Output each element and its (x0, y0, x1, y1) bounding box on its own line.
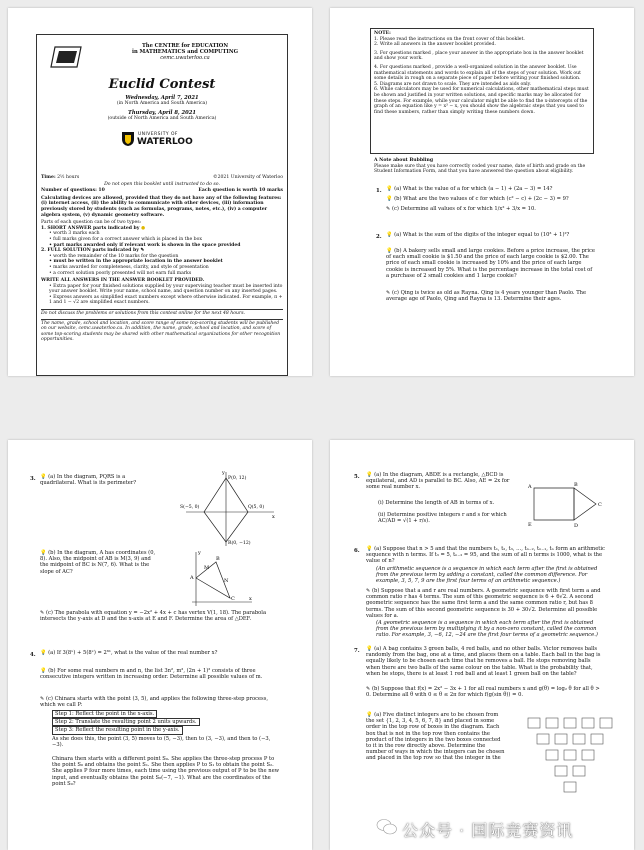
point-a-label: A (190, 575, 194, 581)
note-box (370, 28, 594, 154)
write-bullet: • Extra paper for your finished solutions supplied by your supervising teacher must be inserted into your answer booklet. Write your name, school name, and question number on any inserted pages. (49, 283, 283, 295)
question-2c: ✎ (c) Qing is twice as old as Rayna. Qing is 4 years younger than Paolo. The average age of Paolo, Qing and Rayna is 13. Determine their ages. (386, 290, 587, 303)
question-6b: ✎ (b) Suppose that a and r are real numbers. A geometric sequence with first term a and common ratio r has 4 terms. The sum of this geometric sequence is 6 + 6√2. A second geometric sequence has the same first term a and the same common ratio r, but has 8 terms. The sum of this second geometric sequence is 30 + 30√2. Determine all possible values for a. (366, 588, 601, 619)
point-m-label: M (204, 565, 210, 571)
diagram-5a (526, 480, 606, 530)
short-answer-bullet: • worth 3 marks each (49, 231, 100, 237)
marks-each: Each question is worth 10 marks (198, 188, 283, 194)
discuss-note: Do not discuss the problems or solutions from this contest online for the next 48 hours. (41, 309, 283, 317)
short-answer-title: 1. SHORT ANSWER parts indicated by ● (41, 225, 146, 231)
centre-line2: in MATHEMATICS and COMPUTING (131, 49, 239, 56)
question-number: 1. (376, 188, 382, 194)
question-number: 2. (376, 234, 382, 240)
question-4b: 💡 (b) For some real numbers m and n, the list 3n², m², (2n + 1)² consists of three consecutive integers written in increasing order. Determine all possible values of m. (40, 668, 263, 681)
watermark-text: 公众号 · 国际竞赛资讯 (402, 821, 574, 840)
question-3c: ✎ (c) The parabola with equation y = −2x² + 4x + c has vertex V(1, 18). The parabola intersects the y-axis at D and the x-axis at E and F. Determine the area of △DEF. (40, 610, 267, 623)
parts-intro: Parts of each question can be of two types: (41, 220, 142, 226)
question-7a: 💡 (a) A bag contains 3 green balls, 4 red balls, and no other balls. Victor removes balls randomly from the bag, one at a time, and places them on a table. Each ball in the bag is equally likely to be chosen each time that he removes a ball. He stops removing balls when there are two balls of the same colour on the table. What is the probability that, when he stops, there is at least 1 red ball and at least 1 green ball on the table? (366, 646, 601, 677)
question-4c-text-3: Chinara then starts with a different point S₀. She applies the three-step process P to the point S₀ and obtains the point S₁. She then applies P to S₁ to obtain the point S₂. She applies P four more times, each time using the previous output of P to be the new input, and eventually obtains the point S₆(−7, −1). What are the coordinates of the point S₀? (52, 756, 280, 787)
full-solution-bullet: • must be written in the appropriate location in the answer booklet (49, 259, 223, 265)
bubbling-text: Please make sure that you have correctly coded your name, date of birth and grade on the Student Information Form, and that you have answered the question about eligibility. (374, 163, 586, 175)
question-6a: 💡 (a) Suppose that n > 5 and that the numbers t₁, t₂, t₃, …, tₙ₋₂, tₙ₋₁, tₙ form an arithmetic sequence with n terms. If t₃ = 5, tₙ₋₂ = 95, and the sum of all n terms is 1000, what is the value of n? (366, 546, 605, 565)
university-of: UNIVERSITY OF (138, 132, 178, 137)
arithmetic-note: (An arithmetic sequence is a sequence in which each term after the first is obtained from the previous term by adding a constant, called the common difference. For example, 3, 5, 7, 9 are the first four terms of an arithmetic sequence.) (376, 566, 598, 585)
question-number: 6. (354, 548, 360, 554)
diagram-3a (178, 468, 278, 548)
short-answer-bullet: • full marks given for a correct answer which is placed in the box (49, 236, 202, 242)
questions-page-4 (330, 440, 634, 850)
questions-page-3 (8, 440, 312, 850)
note-item: 5. Diagrams are not drawn to scale. They are intended as aids only. (374, 81, 532, 87)
question-4a: 💡 (a) If 3(8ˣ) + 5(8ˣ) = 2⁶¹, what is the value of the real number x? (40, 650, 218, 656)
note-item: 1. Please read the instructions on the front cover of this booklet. (374, 36, 525, 42)
centre-line1: The CENTRE for EDUCATION (141, 43, 229, 49)
step-2: Step 2: Translate the resulting point 2 units upwards. (52, 718, 200, 726)
note-item: 2. Write all answers in the answer booklet provided. (374, 42, 496, 48)
question-5a: 💡 (a) In the diagram, ABDE is a rectangle, △BCD is equilateral, and AD is parallel to BC. Also, AE = 2x for some real number x. (366, 472, 510, 491)
question-5a-i: (i) Determine the length of AB in terms of x. (378, 500, 495, 506)
write-bullet: • Express answers as simplified exact numbers except where otherwise indicated. For example, π + 1 and 1 − √2 are simplified exact numbers. (49, 294, 283, 306)
cemc-website: cemc.uwaterloo.ca (160, 55, 210, 62)
waterloo-shield-icon (121, 131, 135, 147)
bubbling-title: A Note about Bubbling (374, 158, 434, 163)
diagram-3b (186, 548, 256, 608)
point-b-label: B (574, 482, 578, 488)
date-1-note: (in North America and South America) (116, 101, 208, 107)
geometric-note: (A geometric sequence is a sequence in which each term after the first is obtained from the previous term by multiplying it by a non-zero constant, called the common ratio. For example, 3, −6, 12, −24 are the first four terms of a geometric sequence.) (376, 620, 598, 639)
point-c-label: C (231, 596, 235, 602)
note-item: 4. For questions marked , provide a well-organized solution in the answer booklet. Use mathematical statements and words to explain all of the steps of your solution. Work out some details in rough on a separate piece of paper before writing your finished solution. (374, 64, 581, 82)
question-5a-ii: (ii) Determine positive integers r and s for which AC/AD = √(1 + r/s). (378, 512, 507, 525)
question-number: 7. (354, 648, 360, 654)
full-solution-bullet: • worth the remainder of the 10 marks for the question (49, 253, 179, 259)
do-not-open: Do not open this booklet until instructed to do so. (104, 181, 220, 187)
note-item: 3. For questions marked , place your answer in the appropriate box in the answer booklet and show your work. (374, 50, 584, 62)
point-n-label: N (224, 578, 229, 584)
question-4c-text-2: As she does this, the point (3, 5) moves to (5, −3), then to (3, −3), and then to (−3, −3). (52, 736, 271, 749)
axis-y-label: y (222, 470, 225, 476)
question-number: 5. (354, 474, 360, 480)
question-2b: 💡 (b) A bakery sells small and large cookies. Before a price increase, the price of each small cookie is $1.50 and the price of each large cookie is $2.00. The price of each small cookie is increased by 10% and the price of each large cookie is increased by 5%. What is the percentage increase in the total cost of a purchase of 2 small cookies and 1 large cookie? (386, 248, 596, 279)
question-4c: ✎ (c) Chinara starts with the point (3, 5), and applies the following three-step process, which we call P: (40, 696, 269, 709)
copyright: ©2021 University of Waterloo (212, 175, 283, 180)
time-label: Time: (41, 175, 56, 180)
short-answer-bullet: • part marks awarded only if relevant work is shown in the space provided (49, 242, 241, 248)
process-steps (52, 710, 252, 735)
waterloo-wordmark: WATERLOO (137, 137, 193, 147)
step-1: Step 1: Reflect the point in the x-axis. (52, 710, 157, 718)
question-number: 4. (30, 652, 36, 658)
question-number: 3. (30, 476, 36, 482)
number-of-questions: Number of questions: 10 (41, 188, 105, 194)
point-p-label: P(0, 12) (228, 476, 247, 481)
question-3a: 💡 (a) In the diagram, PQRS is a quadrilateral. What is its perimeter? (40, 474, 137, 487)
full-solution-title: 2. FULL SOLUTION parts indicated by ✎ (41, 248, 145, 254)
question-1c: ✎ (c) Determine all values of x for which 1/x² + 3/x = 10. (386, 206, 536, 212)
question-1a: 💡 (a) What is the value of a for which (a − 1) + (2a − 3) = 14? (386, 186, 553, 192)
calculator-rules: Calculating devices are allowed, provided that they do not have any of the following features: (i) internet access, (ii) the ability to communicate with other devices, (iii) information previously stored by students (such as formulas, programs, notes, etc.), (iv) a computer algebra system, (v) dynamic geometry software. (41, 195, 282, 218)
axis-x-label: x (272, 514, 275, 520)
contest-title: Euclid Contest (108, 77, 216, 92)
full-solution-bullet: • marks awarded for completeness, clarity, and style of presentation (49, 264, 209, 270)
point-b-label: B (216, 556, 220, 562)
note-label: NOTE: (374, 31, 391, 36)
time-value: 2½ hours (57, 175, 80, 180)
axis-y-label: y (198, 550, 201, 556)
cover-frame (36, 34, 288, 376)
point-s-label: S(−5, 0) (180, 505, 200, 510)
instructions-page (330, 8, 634, 376)
cemc-crest-icon (47, 41, 87, 71)
write-all-answers: WRITE ALL ANSWERS IN THE ANSWER BOOKLET PROVIDED. (41, 278, 205, 284)
question-3b: 💡 (b) In the diagram, A has coordinates (0, 8). Also, the midpoint of AB is M(3, 9) and the midpoint of BC is N(7, 6). What is the slope of AC? (40, 550, 156, 575)
cover-page (8, 8, 312, 376)
note-item: 6. While calculators may be used for numerical calculations, other mathematical steps must be shown and justified in your written solutions, and specific marks may be allocated for these steps. For example, while your calculator might be able to find the x-intercepts of the graph of an equation like y = x³ − x, you should show the algebraic steps that you used to find these numbers, rather than simply writing these numbers down. (374, 87, 589, 115)
point-r-label: R(0, −12) (228, 541, 251, 546)
question-7b: ✎ (b) Suppose that f(x) = 2x² − 3x + 1 for all real numbers x and g(θ) = log₂ θ for all θ > 0. Determine all θ with 0 ≤ θ ≤ 2π for which f(g(sin θ)) = 0. (366, 686, 600, 699)
point-q-label: Q(5, 0) (248, 505, 265, 510)
full-solution-bullet: • a correct solution poorly presented will not earn full marks (49, 270, 192, 276)
wechat-icon (376, 818, 398, 836)
product-boxes-diagram (526, 716, 616, 796)
point-c-label: C (598, 502, 602, 508)
step-3: Step 3: Reflect the resulting point in the y-axis. (52, 726, 183, 734)
date-1: Wednesday, April 7, 2021 (125, 95, 199, 101)
names-note: The name, grade, school and location, and score range of some top-scoring students will be published on our website, cemc.uwaterloo.ca. In addition, the name, grade, school and location, and score of some top-scoring students may be shared with other mathematical organizations for other recognition opportunities. (41, 319, 283, 343)
question-2a: 💡 (a) What is the sum of the digits of the integer equal to (10³ + 1)²? (386, 232, 570, 238)
point-a-label: A (528, 484, 532, 490)
question-8a: 💡 (a) Five distinct integers are to be chosen from the set {1, 2, 3, 4, 5, 6, 7, 8} and placed in some order in the top row of boxes in the diagram. Each box that is not in the top row then contains the product of the integers in the two boxes connected to it in the row directly above. Determine the number of ways in which the integers can be chosen and placed in the top row so that the integer in the (366, 712, 505, 762)
date-2-note: (outside of North America and South America) (107, 116, 217, 121)
axis-x-label: x (249, 596, 252, 602)
point-d-label: D (574, 523, 579, 529)
point-e-label: E (528, 522, 532, 528)
date-2: Thursday, April 8, 2021 (128, 109, 196, 116)
question-1b: 💡 (b) What are the two values of c for which (c² − c) + (2c − 3) = 9? (386, 196, 569, 202)
